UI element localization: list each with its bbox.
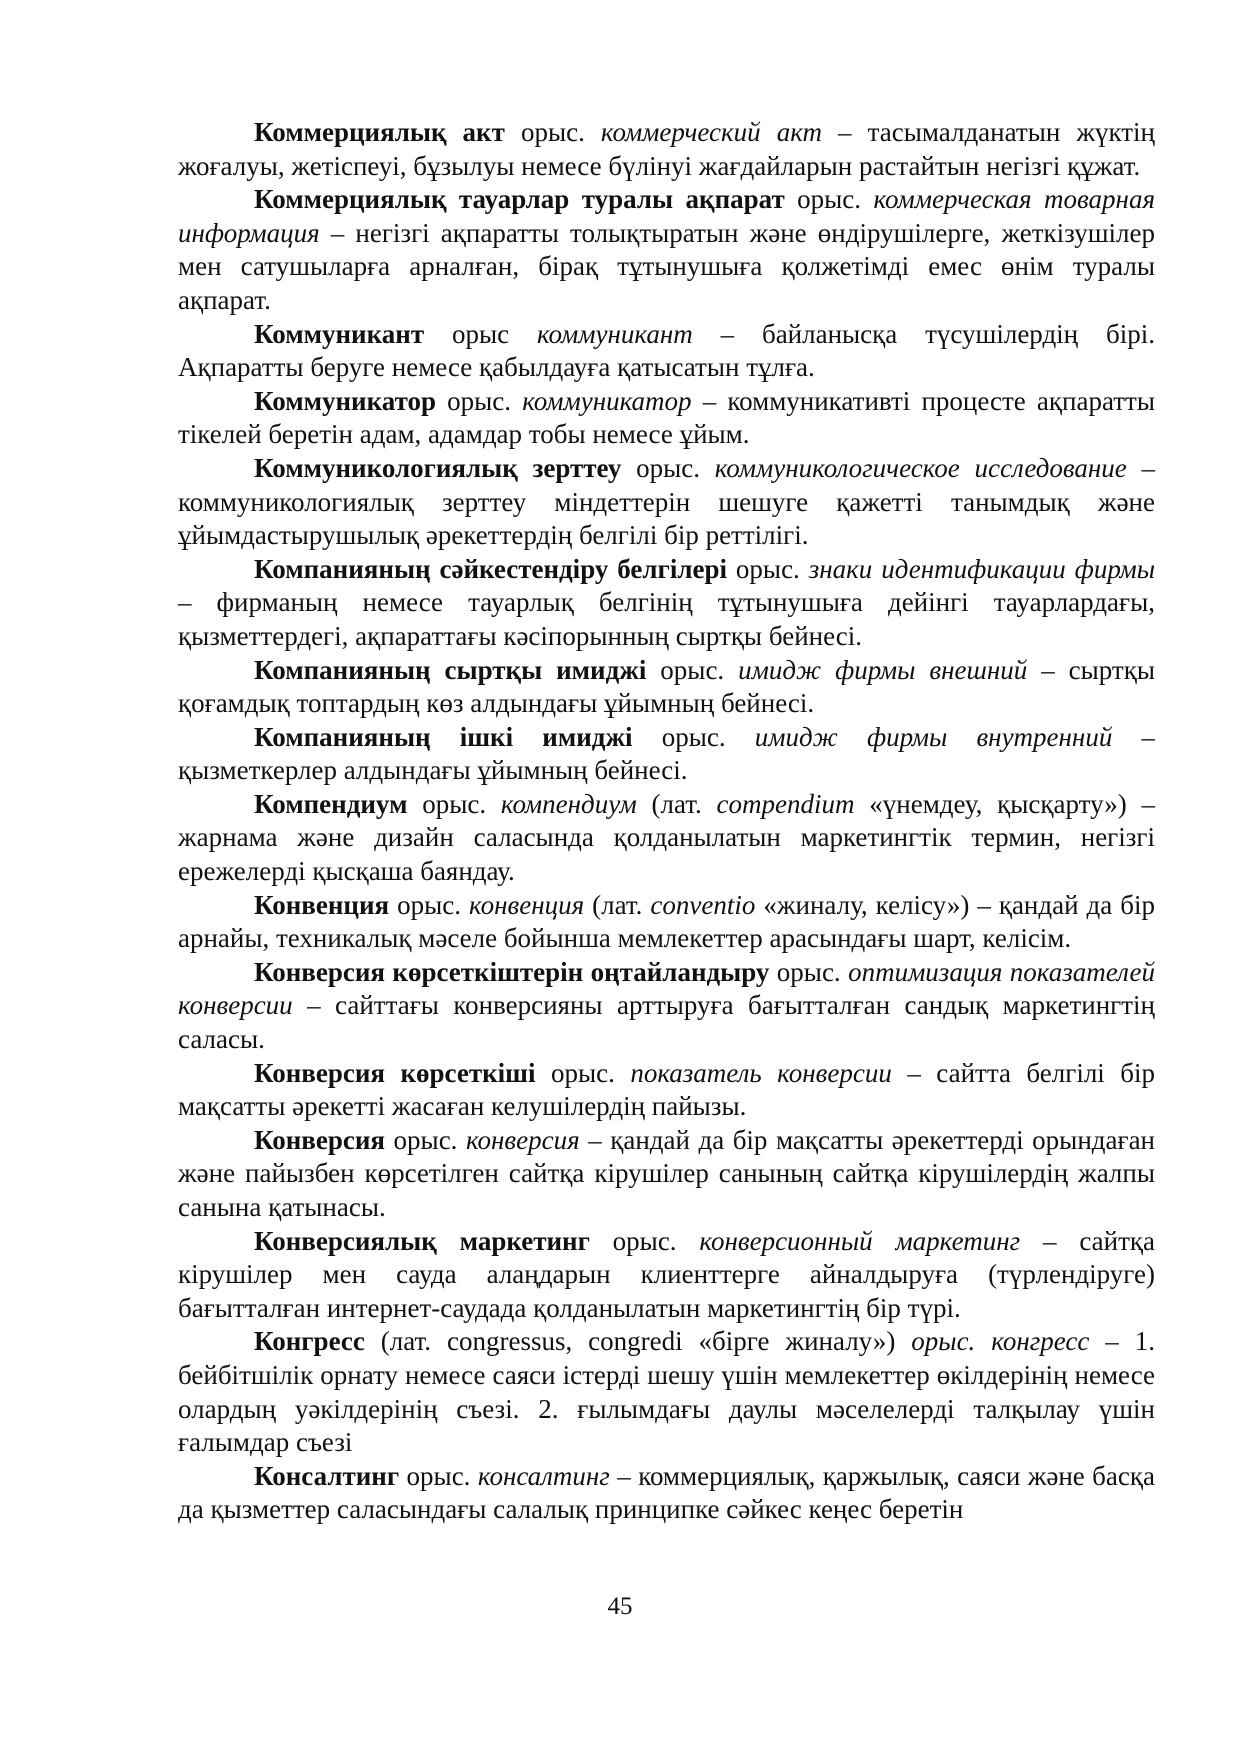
glossary-entry <box>178 956 1155 1057</box>
entry-text: орыс. <box>535 1057 631 1088</box>
entry-term: Коммуникант <box>254 318 425 349</box>
entry-text: орыс. <box>646 654 739 685</box>
entry-text: орыс. <box>399 1460 478 1491</box>
glossary-entry <box>178 1325 1155 1459</box>
entry-term: Коммуникатор <box>254 385 436 416</box>
entry-text: (лат. <box>636 788 717 819</box>
entry-text: – сайтқа кірушілер мен сауда алаңдарын клиенттерге айналдыруға (түрлендіруге) бағытталған интернет-саудада қолданылатын маркетингтің бір түрі. <box>178 1225 1155 1323</box>
entry-text: орыс. <box>385 1124 466 1155</box>
entry-italic-text: оптимизация показателей конверсии <box>178 956 1156 1021</box>
entry-term: Консалтинг <box>254 1460 400 1491</box>
entry-term: Коммуникологиялық зерттеу <box>254 452 622 483</box>
entry-text: – коммерциялық, қаржылық, саяси және басқа да қызметтер саласындағы салалық принципке сәйкес кеңес беретін <box>178 1460 1155 1525</box>
glossary-entry <box>178 452 1155 553</box>
entry-term: Компанияның ішкі имиджі <box>254 721 633 752</box>
entry-term: Коммерциялық тауарлар туралы ақпарат <box>254 184 785 215</box>
page-number: 45 <box>607 1593 633 1620</box>
glossary-entry <box>178 1460 1155 1527</box>
entry-italic-text: знаки идентификации фирмы <box>808 553 1155 584</box>
glossary-entry <box>178 183 1155 317</box>
entry-italic-text: имидж фирмы внешний <box>738 654 1028 685</box>
entry-term: Коммерциялық акт <box>254 117 505 147</box>
entry-term: Компанияның сәйкестендіру белгілері <box>254 553 727 584</box>
entry-term: Конверсиялық маркетинг <box>254 1225 590 1256</box>
entry-text: орыс. <box>504 117 601 147</box>
entry-text: – байланысқа түсушілердің бірі. Ақпаратты беруге немесе қабылдауға қатысатын тұлға. <box>178 318 1155 383</box>
entry-text: орыс. <box>726 553 809 584</box>
entry-term: Конвенция <box>254 889 390 920</box>
entry-italic-text: имидж фирмы внутренний <box>754 721 1113 752</box>
glossary-entry <box>178 1057 1155 1124</box>
entry-text: – сайтта белгілі бір мақсатты әрекетті жасаған келушілердің пайызы. <box>178 1057 1156 1122</box>
entry-term: Компендиум <box>254 788 408 819</box>
entry-italic-text: консалтинг <box>477 1460 610 1491</box>
entry-text: орыс. <box>632 721 755 752</box>
entry-text: – фирманың немесе тауарлық белгінің тұтынушыға дейінгі тауарлардағы, қызметтердегі, ақпараттағы кәсіпорынның сыртқы бейнесі. <box>178 587 1155 651</box>
entry-text: – негізгі ақпаратты толықтыратын және өндірушілерге, жеткізушілер мен сатушыларға арналған, бірақ тұтынушыға қолжетімді емес өнім туралы ақпарат. <box>178 217 1155 315</box>
entry-term: Компанияның сыртқы имиджі <box>254 654 647 685</box>
glossary-entry <box>178 788 1155 889</box>
entry-text: (лат. congressus, congredi «бірге жиналу») <box>364 1326 912 1357</box>
entry-text: орыс. <box>784 184 874 215</box>
entry-text: – сыртқы қоғамдық топтардың көз алдындағы ұйымның бейнесі. <box>178 654 1155 719</box>
entry-text: орыс. <box>436 385 523 416</box>
entry-italic-text: коммуникант <box>536 318 693 349</box>
glossary-entry <box>178 553 1155 654</box>
entry-italic-text: орыс. конгресс <box>911 1326 1090 1357</box>
entry-term: Конверсия <box>254 1124 386 1155</box>
entry-italic-text: компендиум <box>500 788 637 819</box>
entry-italic-text: конвенция <box>469 889 585 920</box>
entry-text: орыс <box>424 318 537 349</box>
entry-italic-text: коммерческий акт <box>600 117 822 147</box>
entry-text: орыс. <box>769 956 849 987</box>
glossary-entry <box>178 721 1155 788</box>
entry-term: Конверсия көрсеткіштерін оңтайландыру <box>254 956 770 987</box>
entry-text: – қандай да бір мақсатты әрекеттерді орындаған және пайызбен көрсетілген сайтқа кірушілер санының сайтқа кірушілердің жалпы санына қатынасы. <box>178 1124 1155 1222</box>
entry-text: – коммуникологиялық зерттеу міндеттерін шешуге қажетті танымдық және ұйымдастырушылық әрекеттердің белгілі бір реттілігі. <box>178 452 1156 551</box>
entry-text: «жиналу, келісу») – қандай да бір арнайы, техникалық мәселе бойынша мемлекеттер арасындағы шарт, келісім. <box>178 889 1155 954</box>
glossary-entry <box>178 116 1155 183</box>
entry-text: орыс. <box>407 788 501 819</box>
entry-italic-text: коммуникатор <box>522 385 692 416</box>
entry-italic-text: коммуникологическое исследование <box>714 452 1127 483</box>
entry-text: – коммуникативті процесте ақпаратты тікелей беретін адам, адамдар тобы немесе ұйым. <box>178 385 1155 450</box>
entry-term: Конгресс <box>254 1326 365 1357</box>
entry-italic-text: compendium <box>716 788 855 819</box>
entry-text: орыс. <box>589 1225 700 1256</box>
entry-italic-text: показатель конверсии <box>630 1057 892 1088</box>
entry-text: – 1. бейбітшілік орнату немесе саяси істерді шешу үшін мемлекеттер өкілдерінің немесе олардың уәкілдерінің съезі. 2. ғылымдағы даулы мәселелерді талқылау үшін ғалымдар съезі <box>178 1326 1155 1458</box>
entry-term: Конверсия көрсеткіші <box>254 1057 536 1088</box>
glossary-entry <box>178 318 1155 385</box>
entry-text: – қызметкерлер алдындағы ұйымның бейнесі. <box>178 721 1156 786</box>
entry-italic-text: конверсия <box>465 1124 580 1155</box>
entry-italic-text: конверсионный маркетинг <box>699 1225 1021 1256</box>
glossary-entry <box>178 1225 1155 1326</box>
entry-text: орыс. <box>389 889 469 920</box>
entry-italic-text: коммерческая товарная информация <box>178 184 1155 248</box>
document-page-body <box>178 116 1155 1527</box>
glossary-entry <box>178 889 1155 956</box>
entry-text: (лат. <box>584 889 651 920</box>
entry-text: «үнемдеу, қысқарту») – жарнама және дизайн саласында қолданылатын маркетингтік термин, негізгі ережелерді қысқаша баяндау. <box>178 788 1155 887</box>
entry-text: – тасымалданатын жүктің жоғалуы, жетіспеуі, бұзылуы немесе бүлінуі жағдайларын растайтын негізгі құжат. <box>178 117 1156 181</box>
entry-italic-text: conventio <box>650 889 756 920</box>
entry-text: – сайттағы конверсияны арттыруға бағытталған сандық маркетингтің саласы. <box>178 990 1155 1055</box>
entry-text: орыс. <box>621 452 715 483</box>
glossary-entry <box>178 1124 1155 1225</box>
glossary-entry <box>178 385 1155 452</box>
glossary-entry <box>178 654 1155 721</box>
